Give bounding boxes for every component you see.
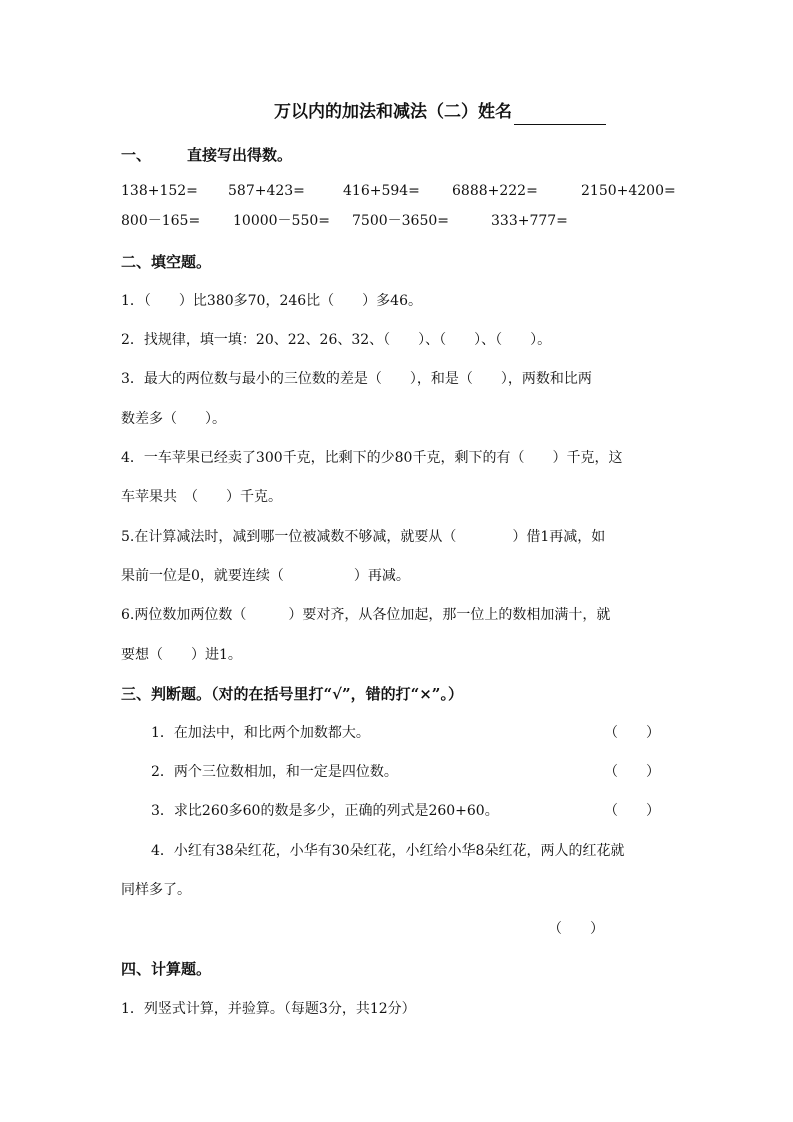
fill-question-1: 1．（ ）比380多70，246比（ ）多46。 — [121, 293, 422, 309]
calc-item: 7500－3650= — [352, 213, 449, 229]
fill-question-4-cont: 车苹果共 （ ）千克。 — [121, 489, 282, 505]
section-1-heading — [121, 144, 292, 166]
fill-question-2: 2．找规律，填一填：20、22、26、32、（ ）、（ ）、（ ）。 — [121, 332, 552, 348]
calc-question-1: 1．列竖式计算，并验算。（每题3分，共12分） — [121, 1001, 416, 1017]
judge-question-3: 3．求比260多60的数是多少，正确的列式是260+60。 — [151, 803, 499, 819]
calc-item: 333+777= — [491, 213, 568, 229]
calc-item: 138+152= — [121, 183, 198, 199]
name-blank-line — [514, 106, 606, 125]
judge-question-1: 1．在加法中，和比两个加数都大。 — [151, 725, 370, 741]
fill-question-5: 5.在计算减法时，减到哪一位被减数不够减，就要从（ ）借1再减，如 — [121, 529, 606, 545]
judge-question-4: 4．小红有38朵红花，小华有30朵红花，小红给小华8朵红花，两人的红花就 — [151, 843, 625, 859]
title-text: 万以内的加法和减法（二）姓名 — [274, 102, 512, 122]
fill-question-4: 4．一车苹果已经卖了300千克，比剩下的少80千克，剩下的有（ ）千克，这 — [121, 450, 623, 466]
answer-parentheses[interactable]: （ ） — [604, 725, 660, 741]
calc-item: 10000－550= — [233, 213, 330, 229]
fill-question-3-cont: 数差多（ ）。 — [121, 411, 226, 427]
fill-question-3: 3．最大的两位数与最小的三位数的差是（ ），和是（ ），两数和比两 — [121, 371, 592, 387]
fill-question-6-cont: 要想（ ）进1。 — [121, 647, 242, 663]
section-1-title: 直接写出得数。 — [187, 146, 293, 164]
fill-question-6: 6.两位数加两位数（ ）要对齐，从各位加起，那一位上的数相加满十，就 — [121, 607, 611, 623]
calc-item: 587+423= — [228, 183, 305, 199]
section-2-heading: 二、填空题。 — [121, 253, 212, 271]
calc-item: 6888+222= — [452, 183, 538, 199]
section-3-heading: 三、判断题。（对的在括号里打“√”，错的打“×”。） — [121, 685, 463, 703]
section-4-heading: 四、计算题。 — [121, 960, 212, 978]
section-1-number: 一、 — [121, 146, 152, 164]
calc-item: 2150+4200= — [581, 183, 676, 199]
answer-parentheses[interactable]: （ ） — [604, 764, 660, 780]
answer-parentheses[interactable]: （ ） — [604, 803, 660, 819]
answer-parentheses[interactable]: （ ） — [548, 921, 604, 937]
calc-item: 800－165= — [121, 213, 201, 229]
judge-question-2: 2．两个三位数相加，和一定是四位数。 — [151, 764, 398, 780]
page-title — [274, 99, 606, 125]
fill-question-5-cont: 果前一位是0，就要连续（ ）再减。 — [121, 568, 410, 584]
judge-question-4-cont: 同样多了。 — [121, 882, 191, 898]
calc-item: 416+594= — [343, 183, 420, 199]
